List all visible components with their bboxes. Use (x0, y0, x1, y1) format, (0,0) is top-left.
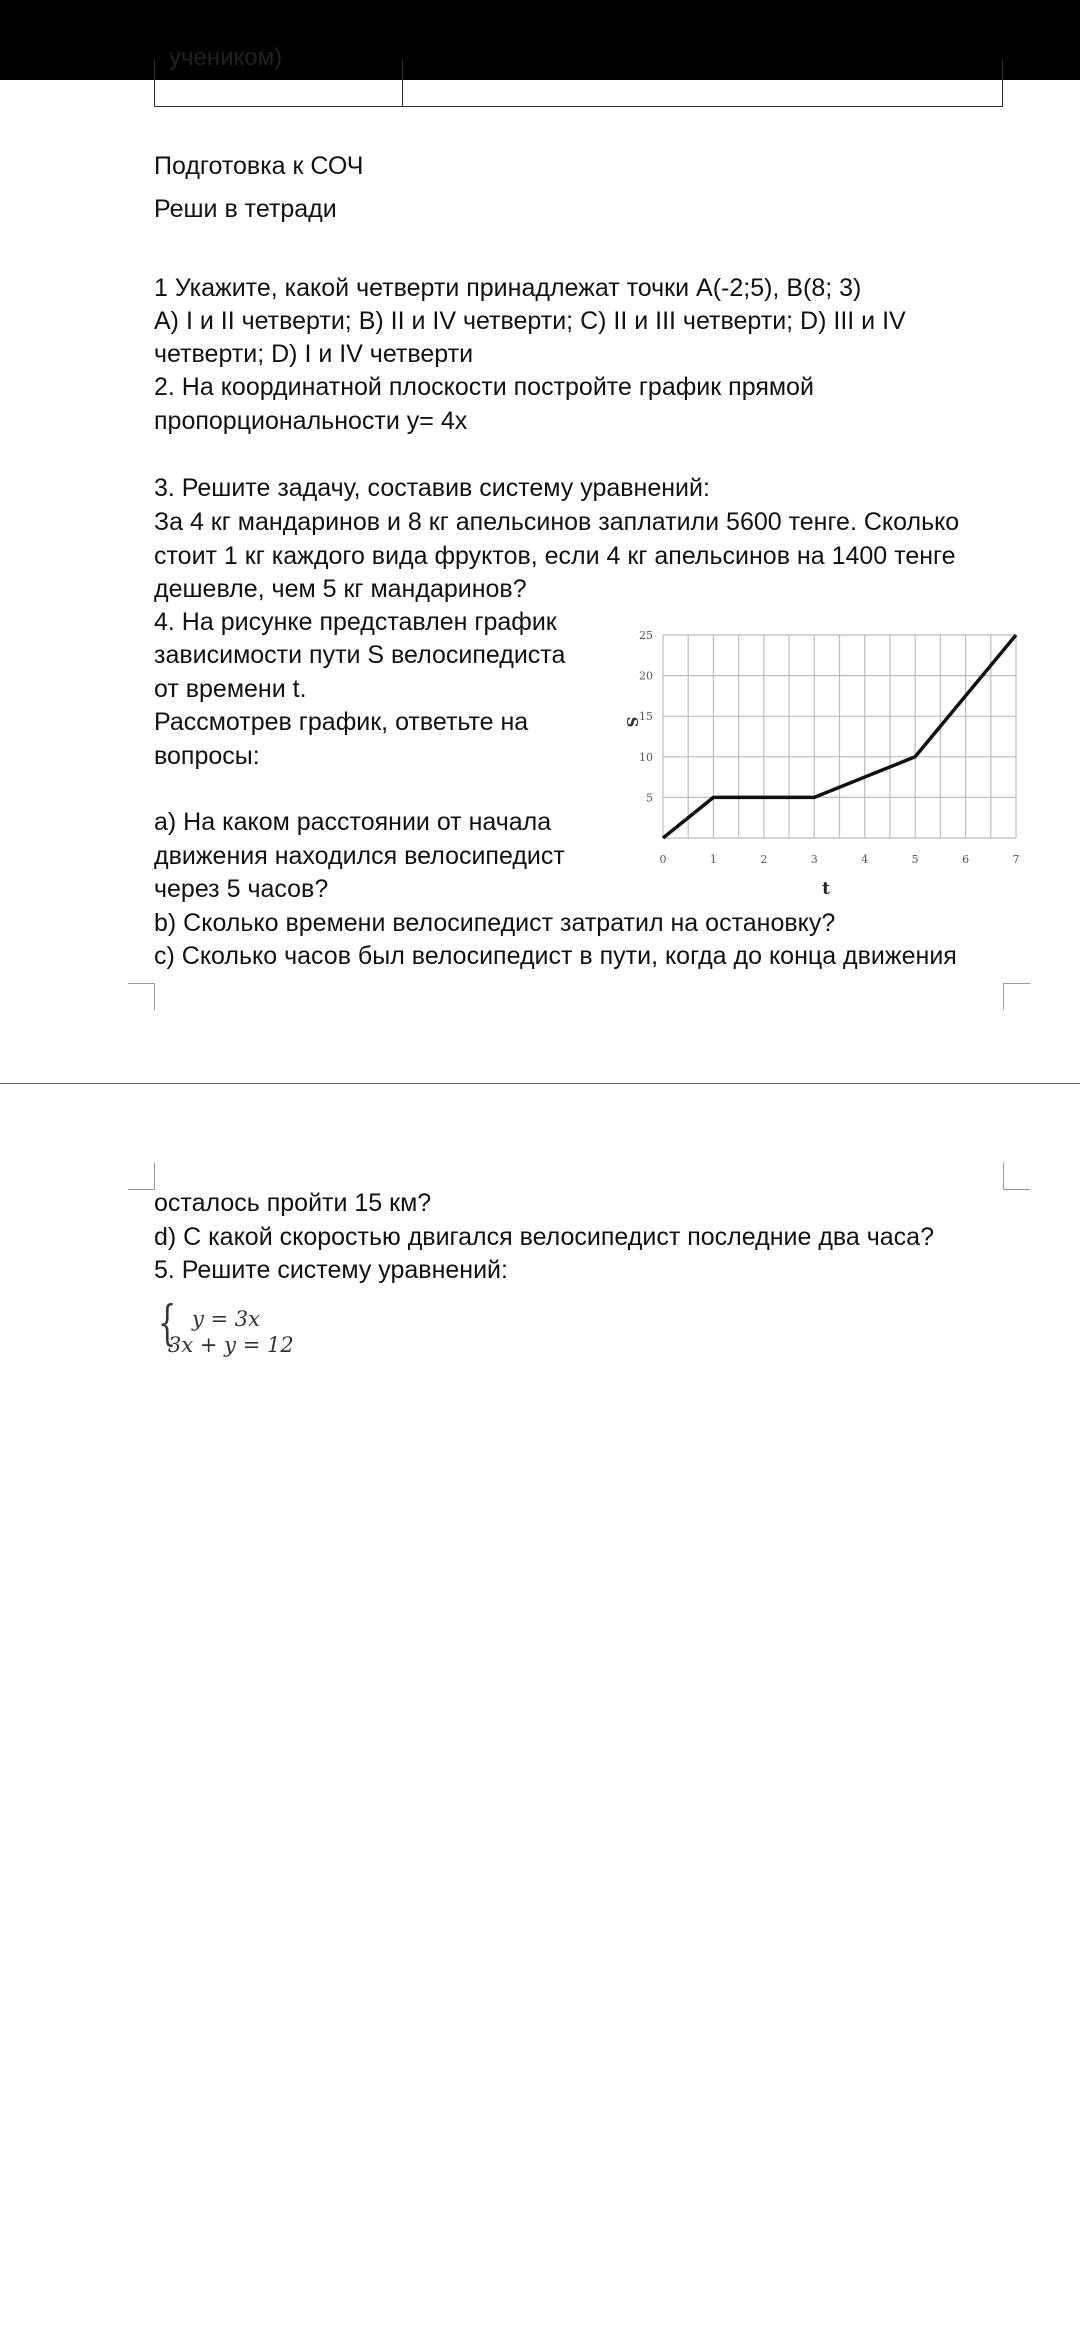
task4c-line1: c) Сколько часов был велосипедист в пути, когда до конца движения (154, 942, 957, 970)
chart-y-tick-label: 25 (639, 629, 653, 642)
task3-line4: дешевле, чем 5 кг мандаринов? (154, 575, 527, 603)
task4-line3: от времени t. (154, 675, 307, 703)
page-corner-mark (128, 983, 155, 1010)
task4-line1: 4. На рисунке представлен график (154, 608, 557, 636)
chart-y-tick-label: 20 (639, 669, 653, 683)
equation-line1: y = 3x (192, 1307, 261, 1331)
page-title: Подготовка к СОЧ (154, 152, 364, 180)
page-break-line (0, 1083, 1080, 1084)
chart-x-axis-label: t (822, 879, 830, 899)
chart-x-tick-label: 2 (760, 853, 768, 866)
task5: 5. Решите систему уравнений: (154, 1256, 508, 1284)
chart-x-tick-label: 5 (911, 853, 919, 866)
task2-line1: 2. На координатной плоскости постройте график прямой (154, 373, 814, 401)
task2-line2: пропорциональности y= 4x (154, 407, 468, 435)
chart-y-tick-label: 15 (639, 710, 653, 724)
task3-line3: стоит 1 кг каждого вида фруктов, если 4 кг апельсинов на 1400 тенге (154, 542, 956, 570)
chart-grid (663, 635, 1016, 838)
task4a-line2: движения находился велосипедист (154, 842, 565, 870)
chart-y-tick-label: 5 (646, 791, 653, 805)
task4-line2: зависимости пути S велосипедиста (154, 641, 566, 669)
page-corner-mark (1003, 1163, 1030, 1190)
table-cell-cut-text: учеником) (169, 44, 283, 71)
chart-y-axis-label: S (623, 716, 641, 728)
task4d: d) С какой скоростью двигался велосипедист последние два часа? (154, 1223, 934, 1251)
distance-time-chart (600, 620, 1030, 900)
page-corner-mark (1003, 983, 1030, 1010)
task4c-line2: осталось пройти 15 км? (154, 1189, 432, 1217)
chart-x-tick-label: 4 (861, 853, 869, 866)
page-corner-mark (128, 1163, 155, 1190)
task1-line1: 1 Укажите, какой четверти принадлежат точки A(-2;5), B(8; 3) (154, 274, 862, 302)
chart-x-tick-label: 0 (659, 853, 667, 866)
task4-line5: вопросы: (154, 742, 260, 770)
task1-line3: четверти; D) I и IV четверти (154, 340, 474, 368)
chart-y-tick-label: 10 (639, 750, 653, 764)
chart-x-tick-label: 3 (810, 853, 818, 866)
brace-symbol: { (158, 1295, 177, 1351)
task4a-line3: через 5 часов? (154, 875, 329, 903)
cut-off-table (154, 44, 1003, 107)
task4b: b) Сколько времени велосипедист затратил на остановку? (154, 909, 836, 937)
table-column-divider (402, 60, 403, 106)
task4a-line1: a) На каком расстоянии от начала (154, 808, 552, 836)
task3-line1: 3. Решите задачу, составив систему уравнений: (154, 474, 710, 502)
chart-x-tick-label: 1 (709, 853, 717, 866)
task4-line4: Рассмотрев график, ответьте на (154, 708, 529, 736)
chart-x-tick-label: 7 (1012, 853, 1020, 866)
instruction: Реши в тетради (154, 195, 337, 223)
chart-x-tick-label: 6 (962, 853, 970, 866)
task1-line2: A) I и II четверти; B) II и IV четверти; C) II и III четверти; D) III и IV (154, 307, 906, 335)
equation-line2: 3x + y = 12 (168, 1333, 294, 1357)
chart-ticks (639, 629, 1020, 866)
task3-line2: За 4 кг мандаринов и 8 кг апельсинов заплатили 5600 тенге. Сколько (154, 508, 960, 536)
